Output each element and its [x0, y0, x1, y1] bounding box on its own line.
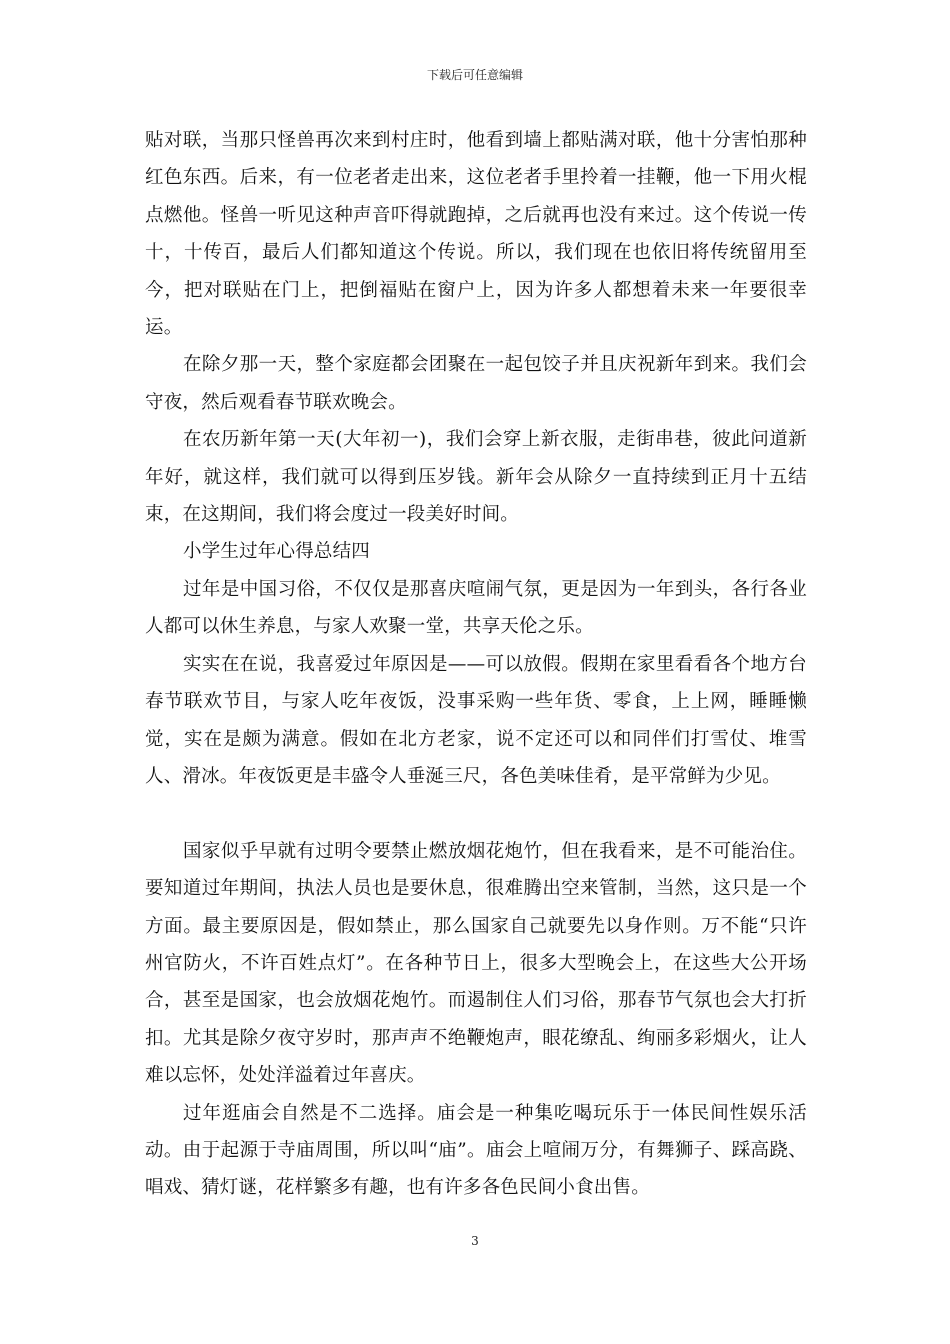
- paragraph-new-years-eve: 在除夕那一天，整个家庭都会团聚在一起包饺子并且庆祝新年到来。我们会守夜，然后观看春节联欢晚会。: [145, 354, 807, 413]
- page-number: 3: [471, 1234, 479, 1248]
- document-body: [145, 122, 807, 1207]
- blank-line: [145, 795, 807, 832]
- paragraph-holiday: 实实在在说，我喜爱过年原因是——可以放假。假期在家里看看各个地方台春节联欢节目，与家人吃年夜饭，没事采购一些年货、零食，上上网，睡睡懒觉，实在是颇为满意。假如在北方老家，说不定还可以和同伴们打雪仗、堆雪人、滑冰。年夜饭更是丰盛令人垂涎三尺，各色美味佳肴，是平常鲜为少见。: [145, 653, 807, 787]
- page-header: 下载后可任意编辑: [426, 68, 523, 82]
- paragraph-first-day: 在农历新年第一天(大年初一)，我们会穿上新衣服，走街串巷，彼此问道新年好，就这样，我们就可以得到压岁钱。新年会从除夕一直持续到正月十五结束，在这期间，我们将会度过一段美好时间。: [145, 429, 807, 526]
- paragraph-legend-continuation: 贴对联，当那只怪兽再次来到村庄时，他看到墙上都贴满对联，他十分害怕那种红色东西。后来，有一位老者走出来，这位老者手里拎着一挂鞭，他一下用火棍点燃他。怪兽一听见这种声音吓得就跑掉，之后就再也没有来过。这个传说一传十，十传百，最后人们都知道这个传说。所以，我们现在也依旧将传统留用至今，把对联贴在门上，把倒福贴在窗户上，因为许多人都想着未来一年要很幸运。: [145, 130, 807, 339]
- paragraph-fireworks: 国家似乎早就有过明令要禁止燃放烟花炮竹，但在我看来，是不可能治住。要知道过年期间，执法人员也是要休息，很难腾出空来管制，当然，这只是一个方面。最主要原因是，假如禁止，那么国家自己就要先以身作则。万不能“只许州官防火，不许百姓点灯”。在各种节日上，很多大型晚会上，在这些大公开场合，甚至是国家，也会放烟花炮竹。而遏制住人们习俗，那春节气氛也会大打折扣。尤其是除夕夜守岁时，那声声不绝鞭炮声，眼花缭乱、绚丽多彩烟火，让人难以忘怀，处处洋溢着过年喜庆。: [145, 840, 807, 1087]
- paragraph-temple-fair: 过年逛庙会自然是不二选择。庙会是一种集吃喝玩乐于一体民间性娱乐活动。由于起源于寺庙周围，所以叫“庙”。庙会上喧闹万分，有舞狮子、踩高跷、唱戏、猜灯谜，花样繁多有趣，也有许多各色民间小食出售。: [145, 1102, 807, 1199]
- paragraph-custom: 过年是中国习俗，不仅仅是那喜庆喧闹气氛，更是因为一年到头，各行各业人都可以休生养息，与家人欢聚一堂，共享天伦之乐。: [145, 578, 807, 638]
- section-heading: 小学生过年心得总结四: [183, 541, 371, 563]
